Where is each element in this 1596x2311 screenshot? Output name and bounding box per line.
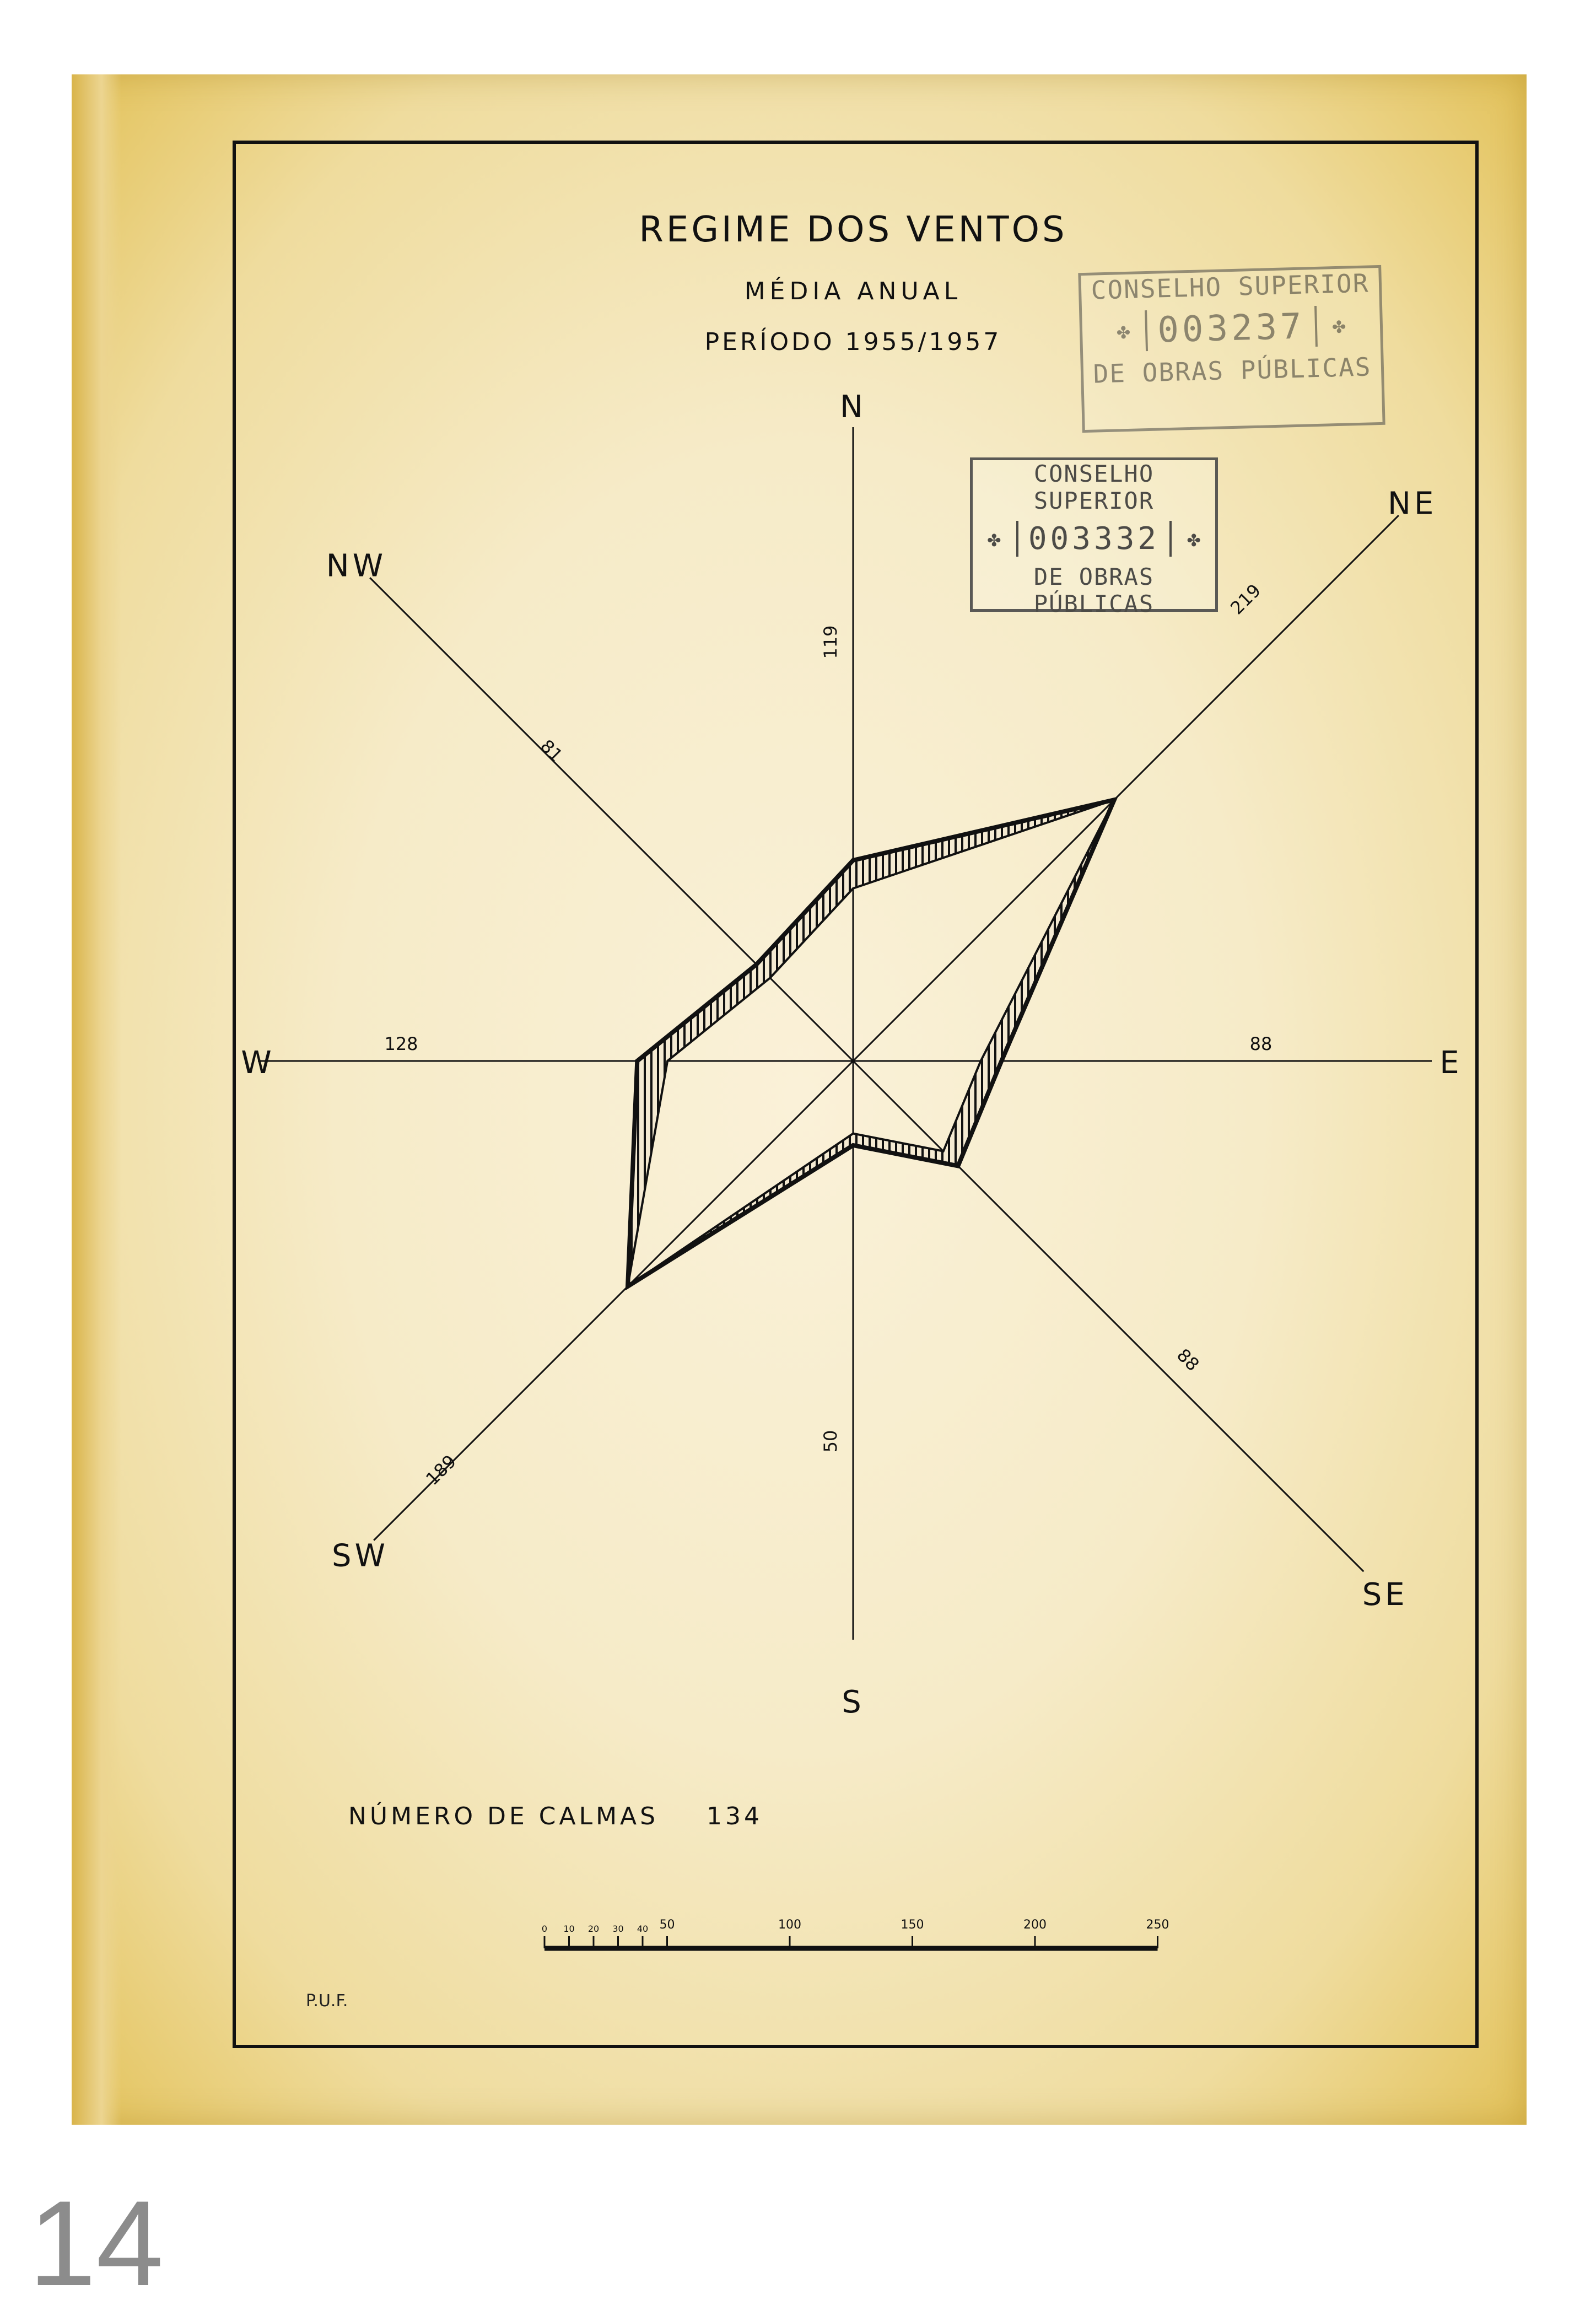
direction-label-n: N xyxy=(840,389,866,425)
scale-tick-label: 100 xyxy=(778,1918,801,1932)
scale-tick-label: 200 xyxy=(1023,1918,1047,1932)
vertex-w xyxy=(637,1060,638,1062)
vertex-e xyxy=(1001,1060,1002,1062)
registration-stamp xyxy=(1078,265,1385,433)
direction-label-s: S xyxy=(842,1684,865,1720)
vertex-n xyxy=(853,860,854,861)
chart-period: PERÍODO 1955/1957 xyxy=(704,328,1002,356)
scale-bar xyxy=(542,1918,1169,1948)
direction-label-ne: NE xyxy=(1388,486,1437,522)
star-icon: ✤ xyxy=(987,526,1001,552)
scale-tick-label: 20 xyxy=(587,1924,600,1934)
stamp-number: 003237 xyxy=(1145,306,1318,351)
scale-tick-label: 150 xyxy=(901,1918,924,1932)
registration-stamp xyxy=(970,457,1218,617)
calm-value: 134 xyxy=(707,1802,763,1830)
value-label-s: 50 xyxy=(820,1430,841,1453)
vertex-s xyxy=(853,1145,854,1146)
value-label-sw: 189 xyxy=(422,1451,461,1490)
value-label-w: 128 xyxy=(384,1033,418,1054)
stamp-top-text: CONSELHO SUPERIOR xyxy=(1033,460,1155,514)
value-label-nw: 81 xyxy=(536,735,567,767)
vertex-se xyxy=(957,1165,958,1166)
vertex-ne xyxy=(1114,799,1115,800)
star-icon: ✤ xyxy=(1187,526,1201,552)
stamp-bottom-text: DE OBRAS PÚBLICAS xyxy=(1033,563,1155,617)
scale-tick-label: 10 xyxy=(563,1924,575,1934)
direction-label-se: SE xyxy=(1362,1577,1408,1613)
scale-tick-label: 30 xyxy=(612,1924,624,1934)
scale-tick-label: 0 xyxy=(541,1924,548,1934)
chart-subtitle: MÉDIA ANUAL xyxy=(744,277,962,305)
stamp-bottom-text: DE OBRAS PÚBLICAS xyxy=(1092,352,1372,389)
stamp-number: 003332 xyxy=(1016,521,1172,557)
chart-border xyxy=(234,142,1477,2046)
star-icon: ✤ xyxy=(1116,318,1131,344)
vertex-sw xyxy=(627,1286,628,1287)
value-label-ne: 219 xyxy=(1226,580,1265,619)
direction-label-e: E xyxy=(1439,1045,1463,1081)
value-label-e: 88 xyxy=(1249,1033,1273,1054)
axis-nw xyxy=(370,578,853,1061)
calm-label: NÚMERO DE CALMAS xyxy=(348,1802,659,1830)
star-icon: ✤ xyxy=(1331,313,1346,339)
vertex-nw xyxy=(756,964,757,965)
direction-label-nw: NW xyxy=(326,548,387,584)
stamp-top-text: CONSELHO SUPERIOR xyxy=(1091,268,1370,305)
page-number: 14 xyxy=(29,2175,164,2311)
scale-tick-label: 40 xyxy=(637,1924,649,1934)
axis-se xyxy=(853,1061,1363,1571)
direction-label-sw: SW xyxy=(332,1538,389,1574)
value-label-n: 119 xyxy=(820,625,841,659)
scale-tick-label: 50 xyxy=(659,1918,675,1932)
chart-labels xyxy=(241,389,1462,1720)
scale-tick-label: 250 xyxy=(1146,1918,1169,1932)
direction-label-w: W xyxy=(241,1045,275,1081)
value-label-se: 88 xyxy=(1172,1344,1204,1376)
credit-text: P.U.F. xyxy=(306,1991,348,2011)
chart-title: REGIME DOS VENTOS xyxy=(639,209,1067,250)
